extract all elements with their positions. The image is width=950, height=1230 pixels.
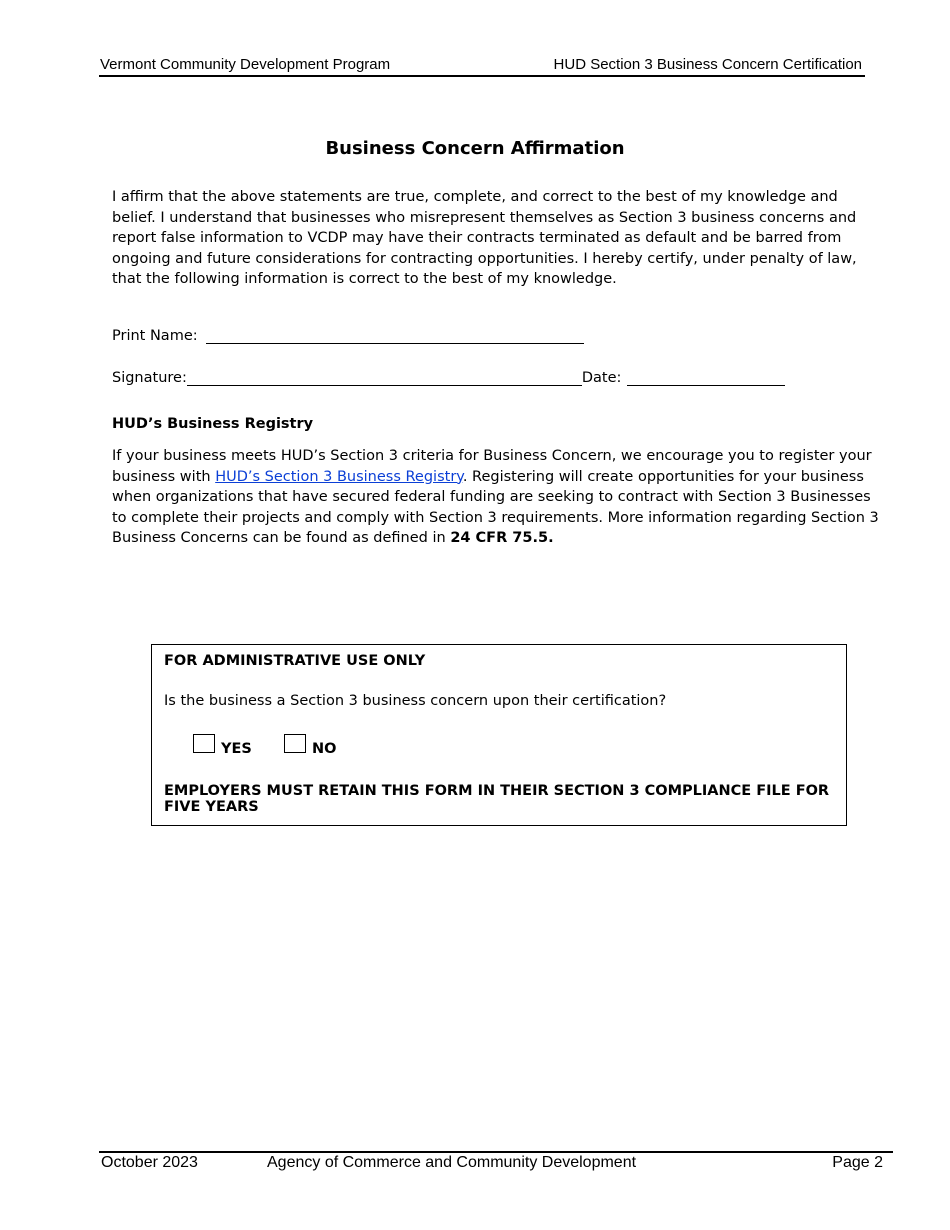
- cfr-citation: 24 CFR 75.5.: [450, 530, 554, 547]
- no-checkbox[interactable]: [284, 734, 306, 753]
- print-name-label: Print Name:: [112, 328, 198, 344]
- footer-divider: [99, 1151, 893, 1153]
- footer-agency: Agency of Commerce and Community Development: [267, 1154, 637, 1171]
- signature-label: Signature:: [112, 370, 187, 386]
- retention-notice: EMPLOYERS MUST RETAIN THIS FORM IN THEIR SECTION 3 COMPLIANCE FILE FOR FIVE YEARS: [164, 783, 830, 815]
- admin-use-box: [151, 644, 847, 826]
- no-label: NO: [312, 741, 337, 757]
- footer-page-number: Page 2: [832, 1154, 883, 1171]
- admin-question: Is the business a Section 3 business concern upon their certification?: [164, 693, 667, 709]
- registry-text-body: . Registering will create opportunities for your business when organizations that have secured federal funding are seeking to contract with Section 3 Businesses to complete their projects and comply with Section 3 requirements. More information regarding Section 3 Business Concerns can be found as defined in: [112, 468, 879, 547]
- header-document-title: HUD Section 3 Business Concern Certification: [553, 56, 862, 73]
- date-label: Date:: [581, 370, 622, 386]
- footer-date: October 2023: [101, 1154, 198, 1171]
- signature-row: [112, 369, 785, 386]
- date-field[interactable]: [627, 369, 785, 386]
- affirmation-paragraph: I affirm that the above statements are true, complete, and correct to the best of my knowledge and belief. I understand that businesses who misrepresent themselves as Section 3 business concerns and report false information to VCDP may have their contracts terminated as default and be barred from ongoing and future considerations for contracting opportunities. I hereby certify, under penalty of law, that the following information is correct to the best of my knowledge.: [112, 189, 857, 288]
- page-title: Business Concern Affirmation: [325, 138, 625, 159]
- admin-box-title: FOR ADMINISTRATIVE USE ONLY: [164, 653, 426, 669]
- registry-paragraph: [112, 446, 887, 549]
- yes-checkbox[interactable]: [193, 734, 215, 753]
- header-divider: [99, 75, 865, 77]
- print-name-field[interactable]: [206, 327, 584, 344]
- header-program-name: Vermont Community Development Program: [100, 56, 391, 73]
- yes-label: YES: [221, 741, 252, 757]
- print-name-row: [112, 327, 584, 344]
- signature-field[interactable]: [187, 369, 582, 386]
- business-registry-link[interactable]: HUD’s Section 3 Business Registry: [215, 468, 463, 485]
- registry-heading: HUD’s Business Registry: [112, 416, 314, 432]
- registry-text-intro: If your business meets HUD’s Section 3 criteria for Business Concern, we encourage you to register your business with: [112, 448, 872, 485]
